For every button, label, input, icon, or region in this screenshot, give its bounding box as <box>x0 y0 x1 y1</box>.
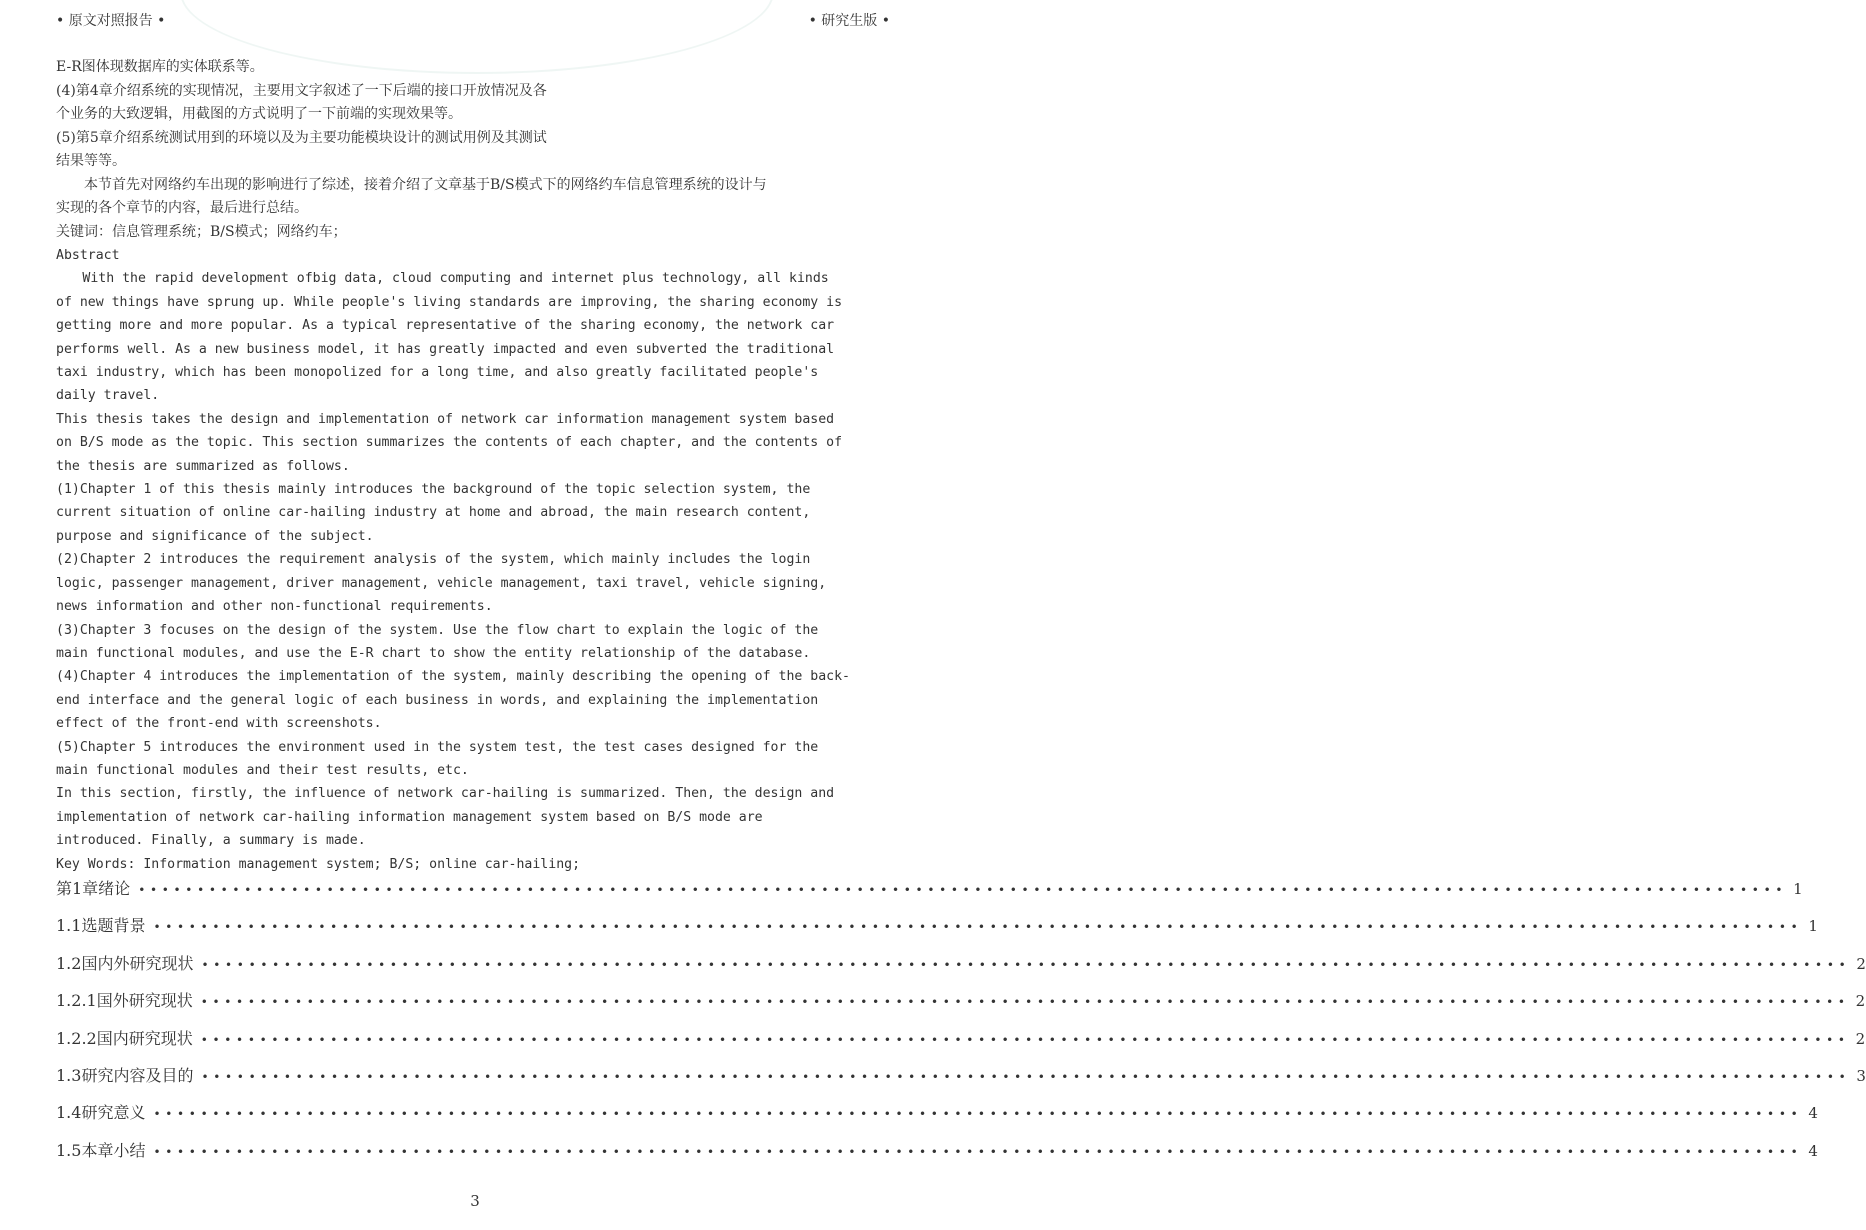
paragraph-line: (2)Chapter 2 introduces the requirement analysis of the system, which mainly includes the login <box>56 552 811 568</box>
paragraph-line: of new things have sprung up. While people's living standards are improving, the sharing economy is <box>56 294 843 310</box>
paragraph-line: the thesis are summarized as follows. <box>56 458 350 474</box>
paragraph-line: (3)Chapter 3 focuses on the design of the system. Use the flow chart to explain the logic of the <box>56 622 819 638</box>
page-number: 3 <box>470 1192 480 1210</box>
paragraph-line: 实现的各个章节的内容，最后进行总结。 <box>56 200 308 216</box>
toc-entry-page: 3 <box>1856 1066 1866 1085</box>
paragraph-line: on B/S mode as the topic. This section summarizes the contents of each chapter, and the contents of <box>56 435 843 451</box>
toc-entry-title: 1.2.1国外研究现状 <box>56 991 193 1011</box>
toc-entry-title: 1.1选题背景 <box>56 916 146 936</box>
toc-dot-leader: •••••••••••••••••••••••••••••••••••••••••••••••••••••••••••••••••••••••••••••••••••••••••••••••••••••••••••••••••••••••••••••••••••••••••••• <box>201 957 1851 972</box>
toc-entry-title: 1.3研究内容及目的 <box>56 1065 194 1085</box>
toc-entry-title: 1.2国内外研究现状 <box>56 953 194 973</box>
toc-dot-leader: •••••••••••••••••••••••••••••••••••••••••••••••••••••••••••••••••••••••••••••••••••••••••••••••••••••••••••••••••••••••••••••••••••••••••••• <box>200 995 1850 1010</box>
paragraph-line: current situation of online car-hailing industry at home and abroad, the main research content, <box>56 505 811 521</box>
document-body <box>56 56 896 876</box>
paragraph-line: Abstract <box>56 248 120 263</box>
toc-entry-title: 第1章绪论 <box>56 879 131 898</box>
toc-entry-page: 4 <box>1808 1104 1818 1123</box>
paragraph-line: 个业务的大致逻辑，用截图的方式说明了一下前端的实现效果等。 <box>56 106 462 122</box>
toc-entry-page: 4 <box>1808 1141 1818 1160</box>
toc-entry[interactable] <box>56 988 1866 1025</box>
paragraph-line: (5)Chapter 5 introduces the environment used in the system test, the test cases designed for the <box>56 739 819 755</box>
paragraph-line: (4)Chapter 4 introduces the implementation of the system, mainly describing the opening of the back- <box>56 669 850 685</box>
header-left-label: • 原文对照报告 • <box>56 13 166 29</box>
toc-dot-leader: •••••••••••••••••••••••••••••••••••••••••••••••••••••••••••••••••••••••••••••••••••••••••••••••••••••••••••••••••••••••••••••••••••••••••••• <box>201 1069 1851 1084</box>
toc-entry[interactable] <box>56 1063 1866 1100</box>
paragraph-line: main functional modules and their test results, etc. <box>56 762 469 778</box>
paragraph-line: main functional modules, and use the E-R chart to show the entity relationship of the database. <box>56 645 811 661</box>
header-right-label: • 研究生版 • <box>808 13 890 29</box>
paragraph-line: 关键词：信息管理系统；B/S模式；网络约车； <box>56 223 347 240</box>
paragraph-line: effect of the front-end with screenshots. <box>56 716 382 732</box>
toc-dot-leader: •••••••••••••••••••••••••••••••••••••••••••••••••••••••••••••••••••••••••••••••••••••••••••••••••••••••••••••••••••••••••••••••••••••••••••• <box>153 1144 1803 1159</box>
paragraph-line: (4)第4章介绍系统的实现情况，主要用文字叙述了一下后端的接口开放情况及各 <box>56 82 547 99</box>
paragraph-line: daily travel. <box>56 388 160 404</box>
toc-entry[interactable] <box>56 1026 1866 1063</box>
paragraph-line: With the rapid development ofbig data, cloud computing and internet plus technology, all kinds <box>82 271 829 287</box>
toc-entry-title: 1.5本章小结 <box>56 1140 146 1160</box>
toc-entry-title: 1.2.2国内研究现状 <box>56 1028 193 1048</box>
toc-entry-page: 1 <box>1793 880 1803 898</box>
toc-entry[interactable] <box>56 1100 1818 1137</box>
paragraph-line: taxi industry, which has been monopolized for a long time, and also greatly facilitated people's <box>56 365 819 381</box>
toc-dot-leader: •••••••••••••••••••••••••••••••••••••••••••••••••••••••••••••••••••••••••••••••••••••••••••••••••••••••••••••••••••••••••••••••••••••••••••• <box>153 920 1803 935</box>
paragraph-line: purpose and significance of the subject. <box>56 528 374 544</box>
toc-entry-page: 2 <box>1856 954 1866 973</box>
toc-entry-page: 2 <box>1855 992 1866 1011</box>
toc-entry-page: 1 <box>1808 917 1818 936</box>
toc-entry[interactable] <box>56 913 1818 950</box>
toc-entry[interactable] <box>56 1138 1818 1175</box>
paragraph-line: This thesis takes the design and implementation of network car information management system based <box>56 411 835 427</box>
paragraph-line: (1)Chapter 1 of this thesis mainly introduces the background of the topic selection system, the <box>56 482 811 498</box>
toc-dot-leader: •••••••••••••••••••••••••••••••••••••••••••••••••••••••••••••••••••••••••••••••••••••••••••••••••••••••••••••••••••••••••••••••••••••••••••• <box>138 883 1788 897</box>
paragraph-line: performs well. As a new business model, it has greatly impacted and even subverted the traditional <box>56 341 835 357</box>
paragraph-line: implementation of network car-hailing information management system based on B/S mode are <box>56 809 763 825</box>
toc-entry-page: 2 <box>1855 1029 1866 1048</box>
paragraph-line: E-R图体现数据库的实体联系等。 <box>56 59 264 75</box>
paragraph-line: logic, passenger management, driver management, vehicle management, taxi travel, vehicle signing, <box>56 575 827 591</box>
paragraph-line: 本节首先对网络约车出现的影响进行了综述，接着介绍了文章基于B/S模式下的网络约车信息管理系统的设计与 <box>84 176 767 193</box>
toc-entry[interactable] <box>56 876 1803 913</box>
table-of-contents <box>56 876 1866 1175</box>
paragraph-line: 结果等等。 <box>56 153 126 169</box>
paragraph-line: In this section, firstly, the influence of network car-hailing is summarized. Then, the design and <box>56 786 835 802</box>
paragraph-line: end interface and the general logic of each business in words, and explaining the implementation <box>56 692 819 708</box>
toc-dot-leader: •••••••••••••••••••••••••••••••••••••••••••••••••••••••••••••••••••••••••••••••••••••••••••••••••••••••••••••••••••••••••••••••••••••••••••• <box>153 1107 1803 1122</box>
paragraph-line: introduced. Finally, a summary is made. <box>56 833 366 849</box>
paragraph-line: (5)第5章介绍系统测试用到的环境以及为主要功能模块设计的测试用例及其测试 <box>56 129 547 146</box>
paragraph-line: Key Words: Information management system; B/S; online car-hailing; <box>56 856 581 872</box>
toc-entry[interactable] <box>56 951 1866 988</box>
toc-entry-title: 1.4研究意义 <box>56 1103 146 1123</box>
toc-dot-leader: •••••••••••••••••••••••••••••••••••••••••••••••••••••••••••••••••••••••••••••••••••••••••••••••••••••••••••••••••••••••••••••••••••••••••••• <box>200 1032 1850 1047</box>
paragraph-line: getting more and more popular. As a typical representative of the sharing economy, the network car <box>56 318 835 334</box>
paragraph-line: news information and other non-functional requirements. <box>56 599 493 615</box>
